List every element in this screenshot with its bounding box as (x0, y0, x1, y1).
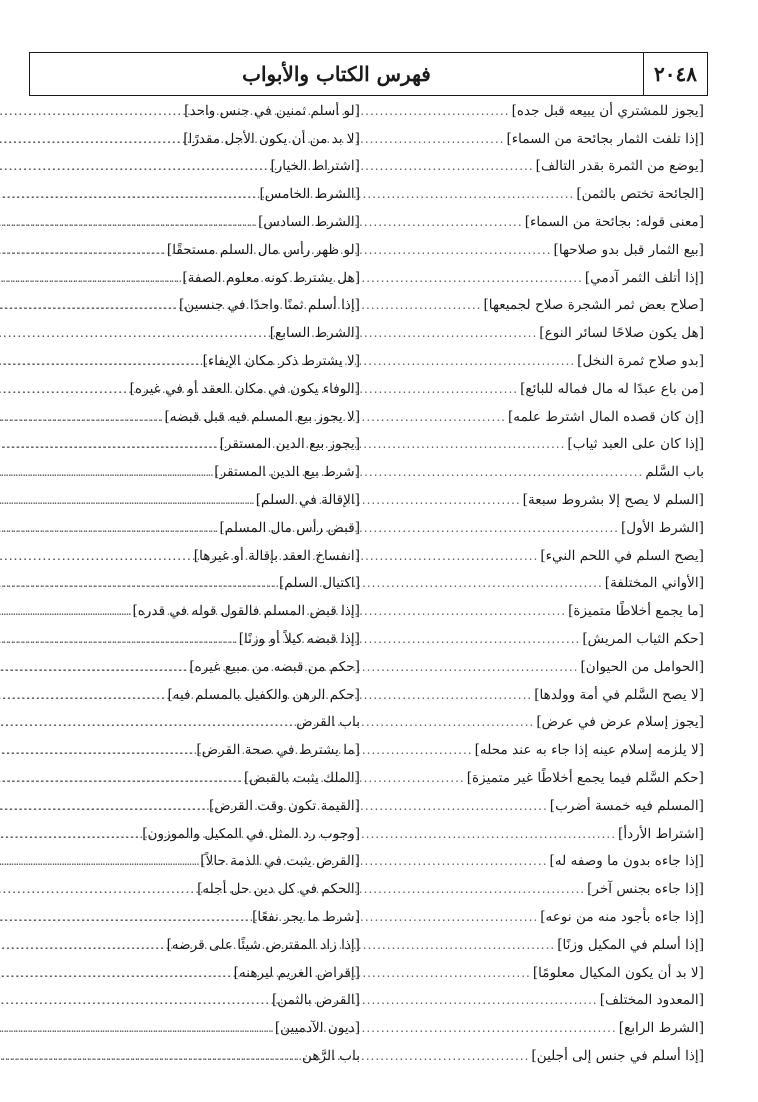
entry-title: [ديون الآدميين] (274, 1020, 360, 1037)
dot-leader (0, 771, 244, 785)
dot-leader (0, 1049, 302, 1063)
index-entry (16, 820, 360, 848)
dot-leader (0, 993, 272, 1007)
entry-title: [لا يشترط ذكر مكان الإيفاء] (202, 353, 360, 370)
index-entry (16, 458, 360, 486)
index-entry (360, 264, 704, 292)
entry-title: [إذا كان على العبد ثياب] (567, 436, 704, 453)
index-entry (360, 486, 704, 514)
dot-leader (0, 271, 182, 285)
index-entry (360, 959, 704, 987)
index-entry (360, 403, 704, 431)
entry-title: [إذا أسلم ثمنًا واحدًا في جنسين] (179, 297, 360, 314)
entry-title: [هل يشترط كونه معلوم الصفة] (182, 269, 360, 286)
entry-title: [لا يصح السَّلم في أمة وولدها] (534, 686, 704, 703)
dot-leader (0, 688, 167, 702)
entry-title: [لا بد من أن يكون الأجل مقدرًا] (183, 130, 360, 147)
index-entry (16, 486, 360, 514)
entry-title: [إذا تلفت الثمار بجائحة من السماء] (506, 130, 704, 147)
index-entry (16, 542, 360, 570)
dot-leader (0, 159, 270, 173)
index-entry (360, 848, 704, 876)
entry-title: [الشرط الخامس] (259, 186, 360, 203)
index-entry (360, 514, 704, 542)
dot-leader (0, 465, 214, 479)
entry-title: [اكتيال السلم] (279, 575, 360, 592)
dot-leader (0, 882, 197, 896)
entry-title: [السلم لا يصح إلا بشروط سبعة] (522, 492, 704, 509)
index-entry (16, 1014, 360, 1042)
index-entry (16, 653, 360, 681)
entry-title: [الشرط السادس] (258, 214, 360, 231)
entry-title: [يصح السلم في اللحم النيء] (540, 547, 704, 564)
entry-title: [لا بد أن يكون المكيال معلومًا] (532, 964, 704, 981)
entry-title: [الجائحة تختص بالثمن] (576, 186, 704, 203)
dot-leader (0, 576, 279, 590)
entry-title: [الملك يثبت بالقبض] (243, 770, 360, 787)
entry-title: [الوفاء يكون في مكان العقد أو في غيره] (129, 380, 360, 397)
entry-title: [إذا قبض المسلم فالقول قوله في قدره] (132, 603, 360, 620)
index-entry (16, 570, 360, 598)
index-entry (16, 319, 360, 347)
dot-leader (0, 132, 183, 146)
dot-leader (0, 660, 189, 674)
index-entry (360, 375, 704, 403)
index-entry (360, 458, 704, 486)
dot-leader (0, 437, 220, 451)
entry-title: [ما يجمع أخلاطًا متميزة] (568, 603, 704, 620)
entry-title: [إقراض الغريم ليرهنه] (233, 964, 360, 981)
dot-leader (0, 966, 234, 980)
entry-title: [الشرط الأول] (620, 519, 704, 536)
index-entry (360, 987, 704, 1015)
entry-title: [من باع عبدًا له مال فماله للبائع] (520, 380, 704, 397)
index-entry (16, 125, 360, 153)
entry-title: [انفساخ العقد بإقالة أو غيرها] (193, 547, 360, 564)
dot-leader (0, 827, 142, 841)
dot-leader (0, 298, 179, 312)
index-entry (16, 292, 360, 320)
index-entry (16, 347, 360, 375)
dot-leader (0, 910, 252, 924)
index-entry (16, 208, 360, 236)
index-column-right (360, 97, 704, 1070)
entry-title: [يوضع من الثمرة بقدر التالف] (535, 158, 704, 175)
dot-leader (0, 493, 256, 507)
index-entry (360, 1042, 704, 1070)
entry-title: [إذا زاد المقترض شيئًا على قرضه] (166, 936, 360, 953)
entry-title: [القيمة تكون وقت القرض] (208, 797, 360, 814)
entry-title: [المسلم فيه خمسة أضرب] (549, 797, 704, 814)
index-entry (16, 764, 360, 792)
entry-title: [اشتراط الخيار] (270, 158, 360, 175)
index-entry (16, 403, 360, 431)
index-entry (16, 959, 360, 987)
index-entry (360, 292, 704, 320)
index-entry (360, 625, 704, 653)
index-entry (16, 987, 360, 1015)
dot-leader (0, 632, 239, 646)
index-entry (360, 681, 704, 709)
dot-leader (0, 104, 184, 118)
index-entry (360, 236, 704, 264)
entry-title: [إذا جاءه بأجود منه من نوعه] (540, 909, 704, 925)
entry-title: [القرض بالثمن] (271, 992, 360, 1009)
index-entry (360, 431, 704, 459)
entry-title: [إن كان قصده المال اشترط علمه] (507, 408, 704, 425)
index-entry (16, 681, 360, 709)
dot-leader (0, 382, 130, 396)
index-entry (16, 431, 360, 459)
entry-title: باب القرض (296, 714, 360, 731)
dot-leader (0, 938, 167, 952)
entry-title: [لو ظهر رأس مال السلم مستحقًا] (166, 241, 360, 258)
index-entry (16, 875, 360, 903)
index-entry (16, 903, 360, 931)
index-entry (16, 180, 360, 208)
index-entry (360, 792, 704, 820)
index-entry (360, 903, 704, 931)
entry-title: [ما يشترط في صحة القرض] (196, 742, 360, 759)
index-entry (16, 597, 360, 625)
index-entry (360, 180, 704, 208)
index-entry (360, 736, 704, 764)
index-entry (16, 236, 360, 264)
page-number: ٢٠٤٨ (643, 53, 707, 95)
index-entry (16, 375, 360, 403)
page-header (29, 52, 708, 96)
entry-title: [حكم السَّلم فيما يجمع أخلاطًا غير متميزة] (466, 770, 704, 787)
dot-leader (0, 215, 258, 229)
index-entry (16, 792, 360, 820)
entry-title: [حكم الثياب المريش] (582, 631, 704, 648)
index-entry (360, 875, 704, 903)
index-entry (360, 931, 704, 959)
index-entry (16, 97, 360, 125)
dot-leader (0, 410, 165, 424)
entry-title: [شرط ما يجر نفعًا] (252, 909, 360, 925)
entry-title: [لا يلزمه إسلام عينه إذا جاء به عند محله] (474, 742, 704, 759)
dot-leader (0, 799, 209, 813)
index-entry (16, 736, 360, 764)
entry-title: [قبض رأس مال المسلم] (219, 519, 360, 536)
entry-title: [الأواني المختلفة] (604, 575, 704, 592)
index-entry (360, 653, 704, 681)
entry-title: [يجوز بيع الدين المستقر] (219, 436, 360, 453)
index-column-left (16, 97, 360, 1070)
index-entry (360, 97, 704, 125)
entry-title: [إذا أسلم في جنس إلى أجلين] (531, 1047, 704, 1064)
entry-title: [إذا جاءه بجنس آخر] (587, 881, 704, 898)
entry-title: [إذا جاءه بدون ما وصفه له] (549, 853, 704, 870)
index-entry (360, 820, 704, 848)
dot-leader (0, 187, 260, 201)
entry-title: [هل يكون صلاحًا لسائر النوع] (539, 325, 704, 342)
entry-title: [حكم الرهن والكفيل بالمسلم فيه] (167, 686, 360, 703)
entry-title: [الحوامل من الحيوان] (580, 658, 704, 675)
dot-leader (0, 743, 196, 757)
entry-title: [الإقالة في السلم] (255, 492, 360, 509)
index-entry (16, 264, 360, 292)
entry-title: [معنى قوله: بجائحة من السماء] (524, 214, 704, 231)
index-entry (16, 848, 360, 876)
entry-title: [الشرط الرابع] (618, 1020, 704, 1037)
entry-title: [لو أسلم ثمنين في جنس واحد] (184, 102, 360, 119)
dot-leader (0, 604, 132, 618)
index-entry (360, 1014, 704, 1042)
entry-title: [القرض يثبت في الذمة حالاً] (200, 853, 360, 870)
index-entry (360, 125, 704, 153)
index-entry (360, 347, 704, 375)
dot-leader (0, 354, 203, 368)
entry-title: [الشرط السابع] (269, 325, 360, 342)
entry-title: [المعدود المختلف] (599, 992, 704, 1009)
entry-title: [إذا أسلم في المكيل وزنًا] (557, 936, 704, 953)
entry-title: [صلاح بعض ثمر الشجرة صلاح لجميعها] (483, 297, 704, 314)
index-entry (16, 514, 360, 542)
entry-title: [لا يجوز بيع المسلم فيه قبل قبضه] (164, 408, 360, 425)
index-entry (360, 764, 704, 792)
entry-title: [اشتراط الأردأ] (618, 825, 704, 842)
index-entry (16, 153, 360, 181)
entry-title: [يجوز للمشتري أن يبيعه قبل جده] (511, 102, 704, 119)
index-entry (16, 625, 360, 653)
index-entry (16, 931, 360, 959)
entry-title: باب الرَّهن (302, 1047, 360, 1064)
index-entry (360, 597, 704, 625)
entry-title: [الحكم في كل دين حل أجله] (197, 881, 360, 898)
page-title: فهرس الكتاب والأبواب (242, 62, 431, 86)
entry-title: [حكم من قبضه من مبيع غيره] (189, 658, 360, 675)
index-entry (360, 709, 704, 737)
entry-title: [بيع الثمار قبل بدو صلاحها] (553, 241, 704, 258)
entry-title: [بدو صلاح ثمرة النخل] (577, 353, 704, 370)
dot-leader (0, 243, 167, 257)
entry-title: [وجوب رد المثل في المكيل والموزون] (142, 825, 360, 842)
dot-leader (0, 521, 219, 535)
index-entry (360, 153, 704, 181)
dot-leader (0, 854, 200, 868)
dot-leader (0, 715, 296, 729)
index-entry (360, 570, 704, 598)
dot-leader (0, 549, 194, 563)
index-entry (16, 1042, 360, 1070)
entry-title: [يجوز إسلام عرض في عرض] (536, 714, 704, 731)
index-entry (360, 542, 704, 570)
dot-leader (0, 326, 270, 340)
dot-leader (0, 1021, 275, 1035)
entry-title: [إذا قبضه كيلاً أو وزنًا] (238, 631, 360, 648)
entry-title: باب السَّلم (645, 464, 704, 481)
entry-title: [شرط بيع الدين المستقر] (214, 464, 360, 481)
index-entry (360, 208, 704, 236)
index-entry (16, 709, 360, 737)
entry-title: [إذا أتلف الثمر آدمي] (584, 269, 704, 286)
index-entry (360, 319, 704, 347)
